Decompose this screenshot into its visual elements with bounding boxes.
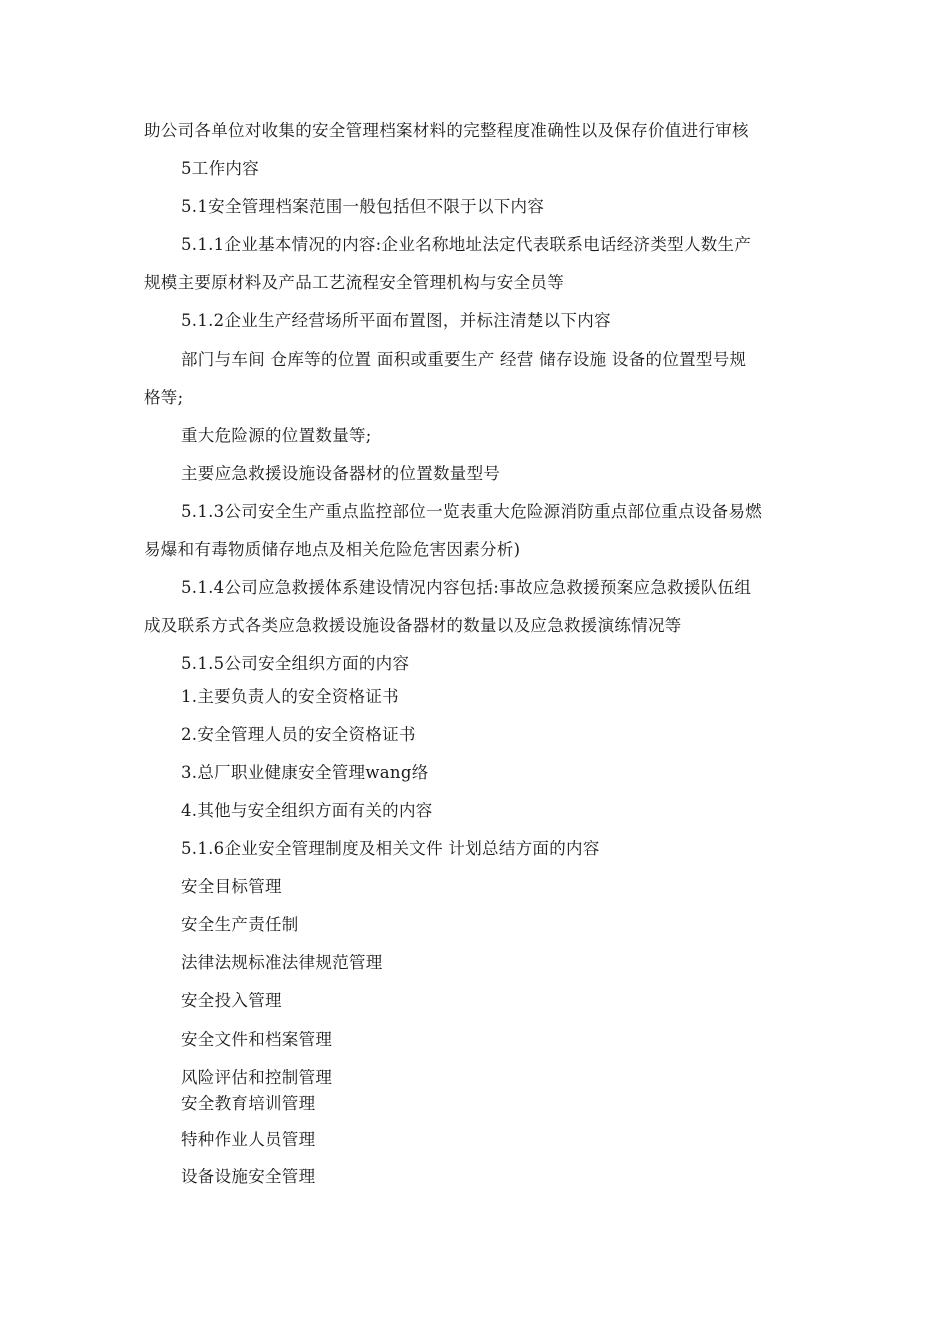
list-item: 安全教育培训管理 (181, 1094, 316, 1113)
section-heading: 5.1安全管理档案范围一般包括但不限于以下内容 (181, 197, 545, 216)
paragraph-line: 规模主要原材料及产品工艺流程安全管理机构与安全员等 (144, 273, 564, 292)
paragraph-line: 重大危险源的位置数量等; (181, 426, 372, 445)
list-item: 安全生产责任制 (181, 915, 299, 934)
list-item: 安全文件和档案管理 (181, 1030, 333, 1049)
paragraph-line: 主要应急救援设施设备器材的位置数量型号 (181, 464, 501, 483)
paragraph-line: 5.1.4公司应急救援体系建设情况内容包括:事故应急救援预案应急救援队伍组 (181, 578, 752, 597)
list-item: 法律法规标准法律规范管理 (181, 953, 383, 972)
list-item: 特种作业人员管理 (181, 1130, 316, 1149)
list-item: 安全投入管理 (181, 991, 282, 1010)
paragraph-line: 成及联系方式各类应急救援设施设备器材的数量以及应急救援演练情况等 (144, 616, 682, 635)
paragraph-line: 助公司各单位对收集的安全管理档案材料的完整程度准确性以及保存价值进行审核 (144, 121, 749, 140)
paragraph-line: 部门与车间 仓库等的位置 面积或重要生产 经营 储存设施 设备的位置型号规 (181, 350, 747, 369)
paragraph-line: 5.1.3公司安全生产重点监控部位一览表重大危险源消防重点部位重点设备易燃 (181, 502, 763, 521)
section-heading: 5工作内容 (181, 159, 259, 178)
list-item: 3.总厂职业健康安全管理wang络 (181, 763, 429, 782)
list-item: 安全目标管理 (181, 877, 282, 896)
list-item: 2.安全管理人员的安全资格证书 (181, 725, 416, 744)
list-item: 1.主要负责人的安全资格证书 (181, 687, 399, 706)
list-item: 风险评估和控制管理 (181, 1068, 333, 1087)
paragraph-line: 5.1.5公司安全组织方面的内容 (181, 654, 410, 673)
list-item: 4.其他与安全组织方面有关的内容 (181, 801, 433, 820)
list-item: 设备设施安全管理 (181, 1167, 316, 1186)
paragraph-line: 5.1.2企业生产经营场所平面布置图，并标注清楚以下内容 (181, 311, 611, 330)
paragraph-line: 易爆和有毒物质储存地点及相关危险危害因素分析) (144, 540, 521, 559)
paragraph-line: 5.1.1企业基本情况的内容:企业名称地址法定代表联系电话经济类型人数生产 (181, 235, 752, 254)
paragraph-line: 格等; (144, 388, 184, 407)
paragraph-line: 5.1.6企业安全管理制度及相关文件 计划总结方面的内容 (181, 839, 600, 858)
